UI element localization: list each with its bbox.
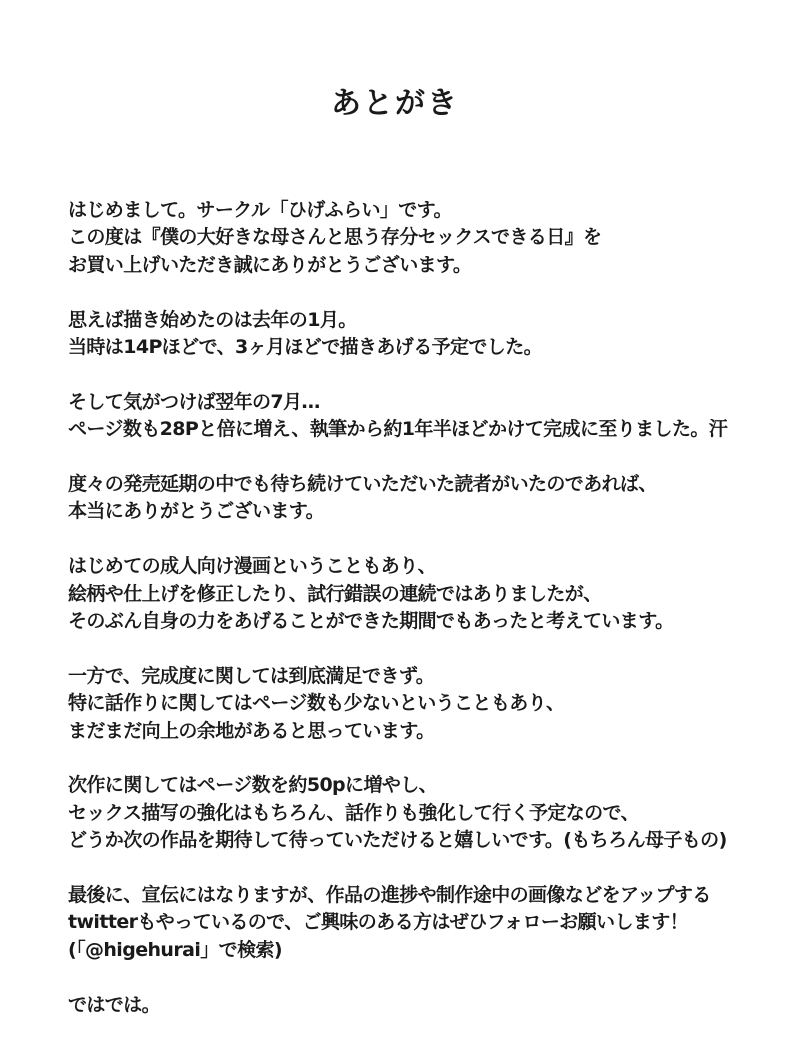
paragraph-greeting [68,197,768,279]
text-line: ではでは。 [68,993,161,1016]
text-line: 次作に関してはページ数を約50pに増やし、 [68,774,438,797]
paragraph-reflection [68,663,768,745]
text-line: 一方で、完成度に関しては到底満足できず。 [68,664,435,687]
text-line: そのぶん自身の力をあげることができた期間でもあったと考えています。 [68,610,674,633]
text-line: お買い上げいただき誠にありがとうございます。 [68,253,472,276]
text-line: ページ数も28Pと倍に増え、執筆から約1年半ほどかけて完成に至りました。汗 [68,418,728,441]
text-line: はじめまして。サークル「ひげふらい」です。 [68,199,452,221]
text-line: セックス描写の強化はもちろん、話作りも強化して行く予定なので、 [68,801,639,824]
paragraph-next-work [68,772,768,854]
paragraph-promotion [68,882,768,964]
paragraph-closing [68,992,768,1019]
paragraph-start [68,307,768,362]
page-title: あとがき [331,86,459,121]
text-line: どうか次の作品を期待して待っていただけると嬉しいです。(もちろん母子もの) [68,829,727,852]
text-line: 度々の発売延期の中でも待ち続けていただいた読者がいたのであれば、 [68,473,657,496]
paragraph-first-work [68,553,768,635]
paragraph-completion [68,389,768,444]
text-line: 本当にありがとうございます。 [68,500,325,523]
text-line: 絵柄や仕上げを修正したり、試行錯誤の連続ではありましたが、 [68,582,602,605]
text-line: はじめての成人向け漫画ということもあり、 [68,555,437,578]
text-line: 特に話作りに関してはページ数も少ないということもあり、 [68,692,565,715]
afterword-body [68,197,768,1046]
text-line: 当時は14Pほどで、3ヶ月ほどで描きあげる予定でした。 [68,336,543,359]
text-line: そして気がつけば翌年の7月… [68,390,320,413]
text-line: (「@higehurai」で検索) [68,938,282,961]
text-line: twitterもやっているので、ご興味のある方はぜひフォローお願いします！ [68,911,689,934]
paragraph-thanks [68,471,768,526]
text-line: この度は『僕の大好きな母さんと思う存分セックスできる日』を [68,226,602,249]
text-line: まだまだ向上の余地があると思っています。 [68,719,435,742]
text-line: 思えば描き始めたのは去年の1月。 [68,308,357,331]
text-line: 最後に、宣伝にはなりますが、作品の進捗や制作途中の画像などをアップする [68,884,711,907]
